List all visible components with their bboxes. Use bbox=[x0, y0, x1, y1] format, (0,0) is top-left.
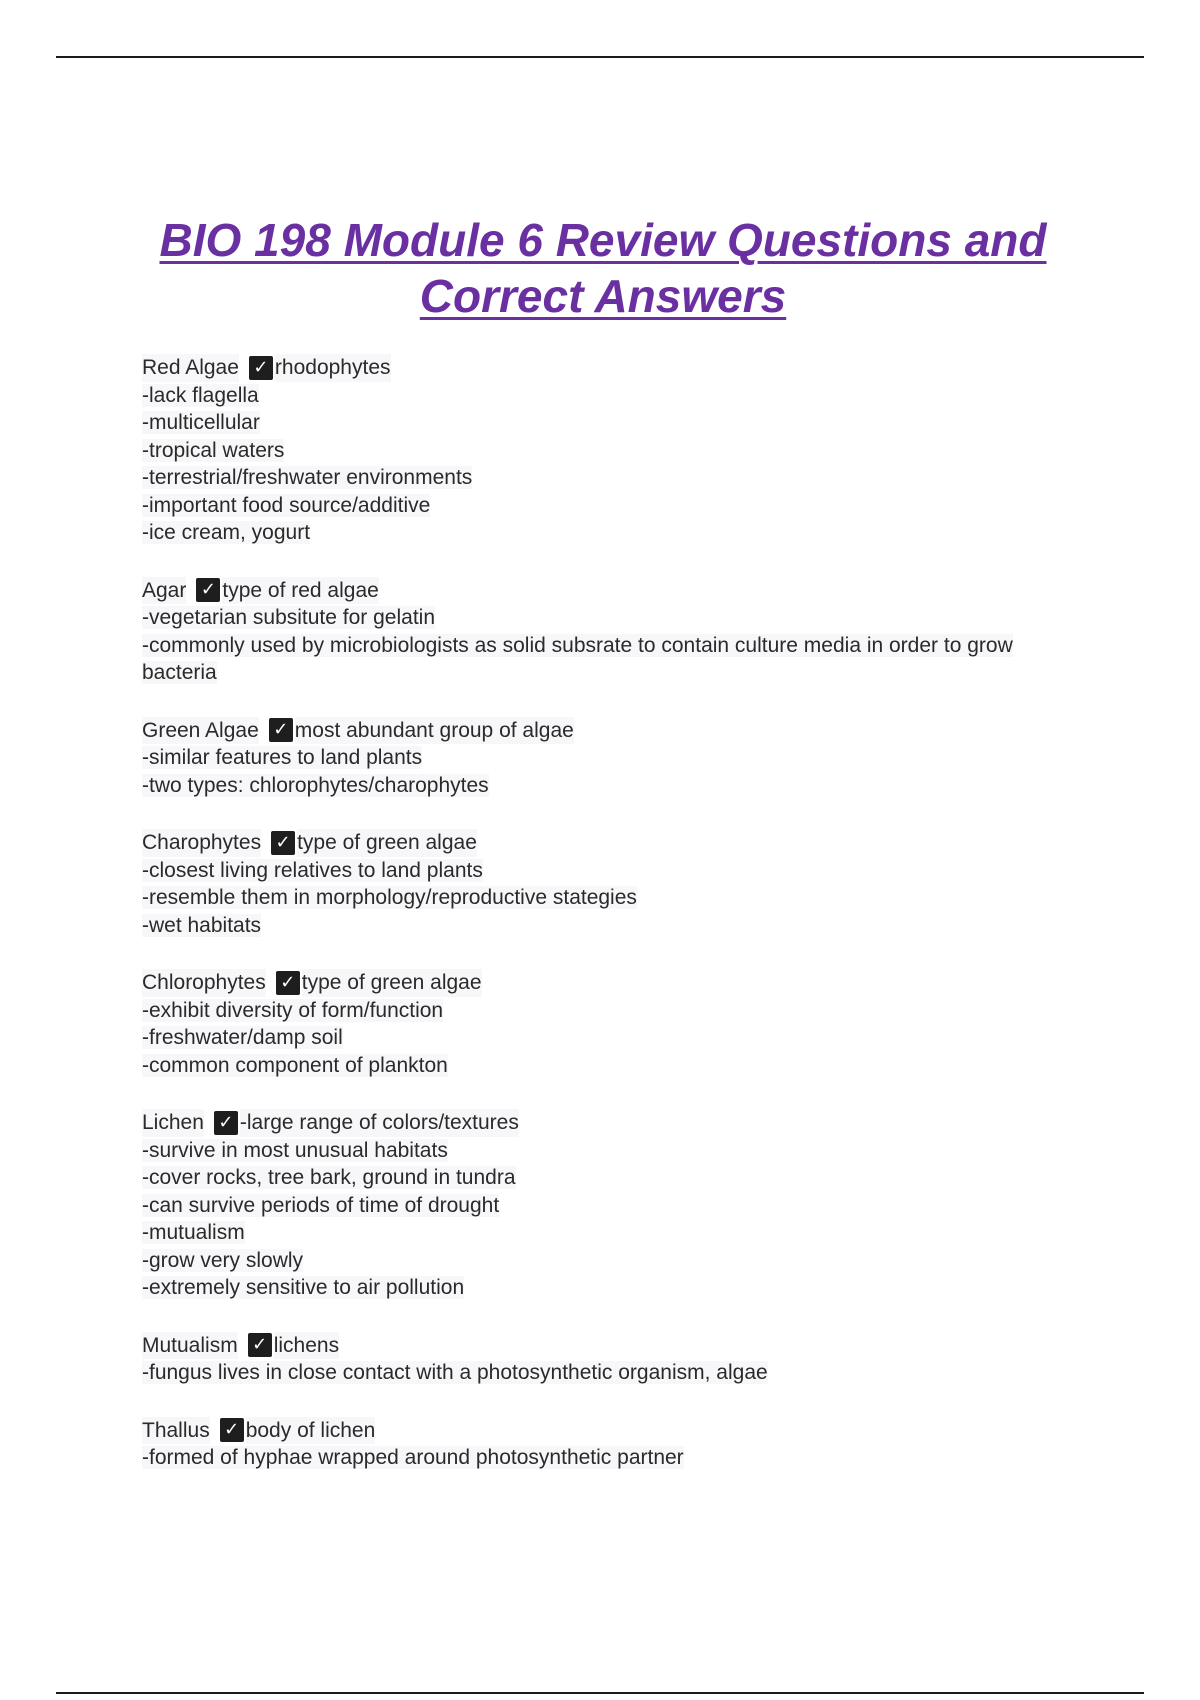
term-line bbox=[142, 354, 1062, 382]
detail-line: -common component of plankton bbox=[142, 1053, 448, 1077]
header-rule bbox=[56, 56, 1144, 58]
term-line bbox=[142, 717, 1062, 745]
checkmark-icon: ✓ bbox=[214, 1111, 238, 1135]
checkmark-icon: ✓ bbox=[269, 718, 293, 742]
detail-line: -resemble them in morphology/reproductive stategies bbox=[142, 886, 637, 909]
term-line bbox=[142, 577, 1062, 605]
checkmark-icon: ✓ bbox=[196, 578, 220, 602]
qa-entry-mutualism bbox=[142, 1332, 1062, 1387]
detail-line: -ice cream, yogurt bbox=[142, 521, 311, 544]
detail-line: -mutualism bbox=[142, 1221, 245, 1244]
checkmark-icon: ✓ bbox=[249, 356, 273, 380]
detail-line: -multicellular bbox=[142, 411, 260, 434]
checkmark-icon: ✓ bbox=[220, 1418, 244, 1442]
term: Charophytes bbox=[142, 829, 261, 857]
detail-line: -can survive periods of time of drought bbox=[142, 1193, 500, 1217]
detail-line: -survive in most unusual habitats bbox=[142, 1138, 448, 1162]
term: Lichen bbox=[142, 1109, 204, 1137]
checkmark-icon: ✓ bbox=[248, 1333, 272, 1357]
term: Thallus bbox=[142, 1417, 210, 1445]
checkmark-icon: ✓ bbox=[271, 831, 295, 855]
detail-line: -vegetarian subsitute for gelatin bbox=[142, 606, 436, 629]
detail-line: -closest living relatives to land plants bbox=[142, 858, 483, 882]
term: Green Algae bbox=[142, 717, 259, 745]
checkmark-icon: ✓ bbox=[276, 971, 300, 995]
term: Chlorophytes bbox=[142, 969, 266, 997]
term-line bbox=[142, 829, 1062, 857]
term-line bbox=[142, 1332, 1062, 1360]
detail-line: -grow very slowly bbox=[142, 1248, 304, 1272]
qa-list bbox=[142, 354, 1062, 1502]
qa-entry-red-algae bbox=[142, 354, 1062, 547]
answer: type of red algae bbox=[222, 577, 378, 605]
detail-line: -important food source/additive bbox=[142, 493, 431, 517]
answer: type of green algae bbox=[302, 969, 482, 997]
detail-line: -two types: chlorophytes/charophytes bbox=[142, 773, 489, 797]
answer: type of green algae bbox=[297, 829, 477, 857]
footer-rule bbox=[56, 1692, 1144, 1694]
qa-entry-thallus bbox=[142, 1417, 1062, 1472]
qa-entry-charophytes bbox=[142, 829, 1062, 939]
detail-line: -exhibit diversity of form/function bbox=[142, 998, 444, 1022]
detail-line: -tropical waters bbox=[142, 438, 285, 462]
answer: lichens bbox=[274, 1332, 339, 1360]
term: Mutualism bbox=[142, 1332, 238, 1360]
detail-line: -lack flagella bbox=[142, 383, 259, 407]
qa-entry-chlorophytes bbox=[142, 969, 1062, 1079]
qa-entry-lichen bbox=[142, 1109, 1062, 1302]
detail-line: -fungus lives in close contact with a photosynthetic organism, algae bbox=[142, 1361, 768, 1384]
term-line bbox=[142, 1417, 1062, 1445]
detail-line: -cover rocks, tree bark, ground in tundra bbox=[142, 1166, 516, 1189]
detail-line: -extremely sensitive to air pollution bbox=[142, 1276, 465, 1299]
document-title bbox=[130, 212, 1076, 324]
answer: -large range of colors/textures bbox=[240, 1109, 519, 1137]
answer: body of lichen bbox=[246, 1417, 376, 1445]
detail-line: -freshwater/damp soil bbox=[142, 1026, 343, 1049]
term-line bbox=[142, 969, 1062, 997]
term: Red Algae bbox=[142, 354, 239, 382]
detail-line: -formed of hyphae wrapped around photosynthetic partner bbox=[142, 1446, 684, 1469]
detail-line: -commonly used by microbiologists as solid subsrate to contain culture media in order to grow bacteria bbox=[142, 633, 1013, 684]
document-title-text: BIO 198 Module 6 Review Questions and Correct Answers bbox=[159, 214, 1047, 322]
answer: rhodophytes bbox=[275, 354, 391, 382]
term: Agar bbox=[142, 577, 186, 605]
qa-entry-green-algae bbox=[142, 717, 1062, 800]
detail-line: -wet habitats bbox=[142, 913, 262, 937]
term-line bbox=[142, 1109, 1062, 1137]
answer: most abundant group of algae bbox=[295, 717, 574, 745]
qa-entry-agar bbox=[142, 577, 1062, 687]
detail-line: -similar features to land plants bbox=[142, 746, 423, 769]
detail-line: -terrestrial/freshwater environments bbox=[142, 466, 473, 489]
